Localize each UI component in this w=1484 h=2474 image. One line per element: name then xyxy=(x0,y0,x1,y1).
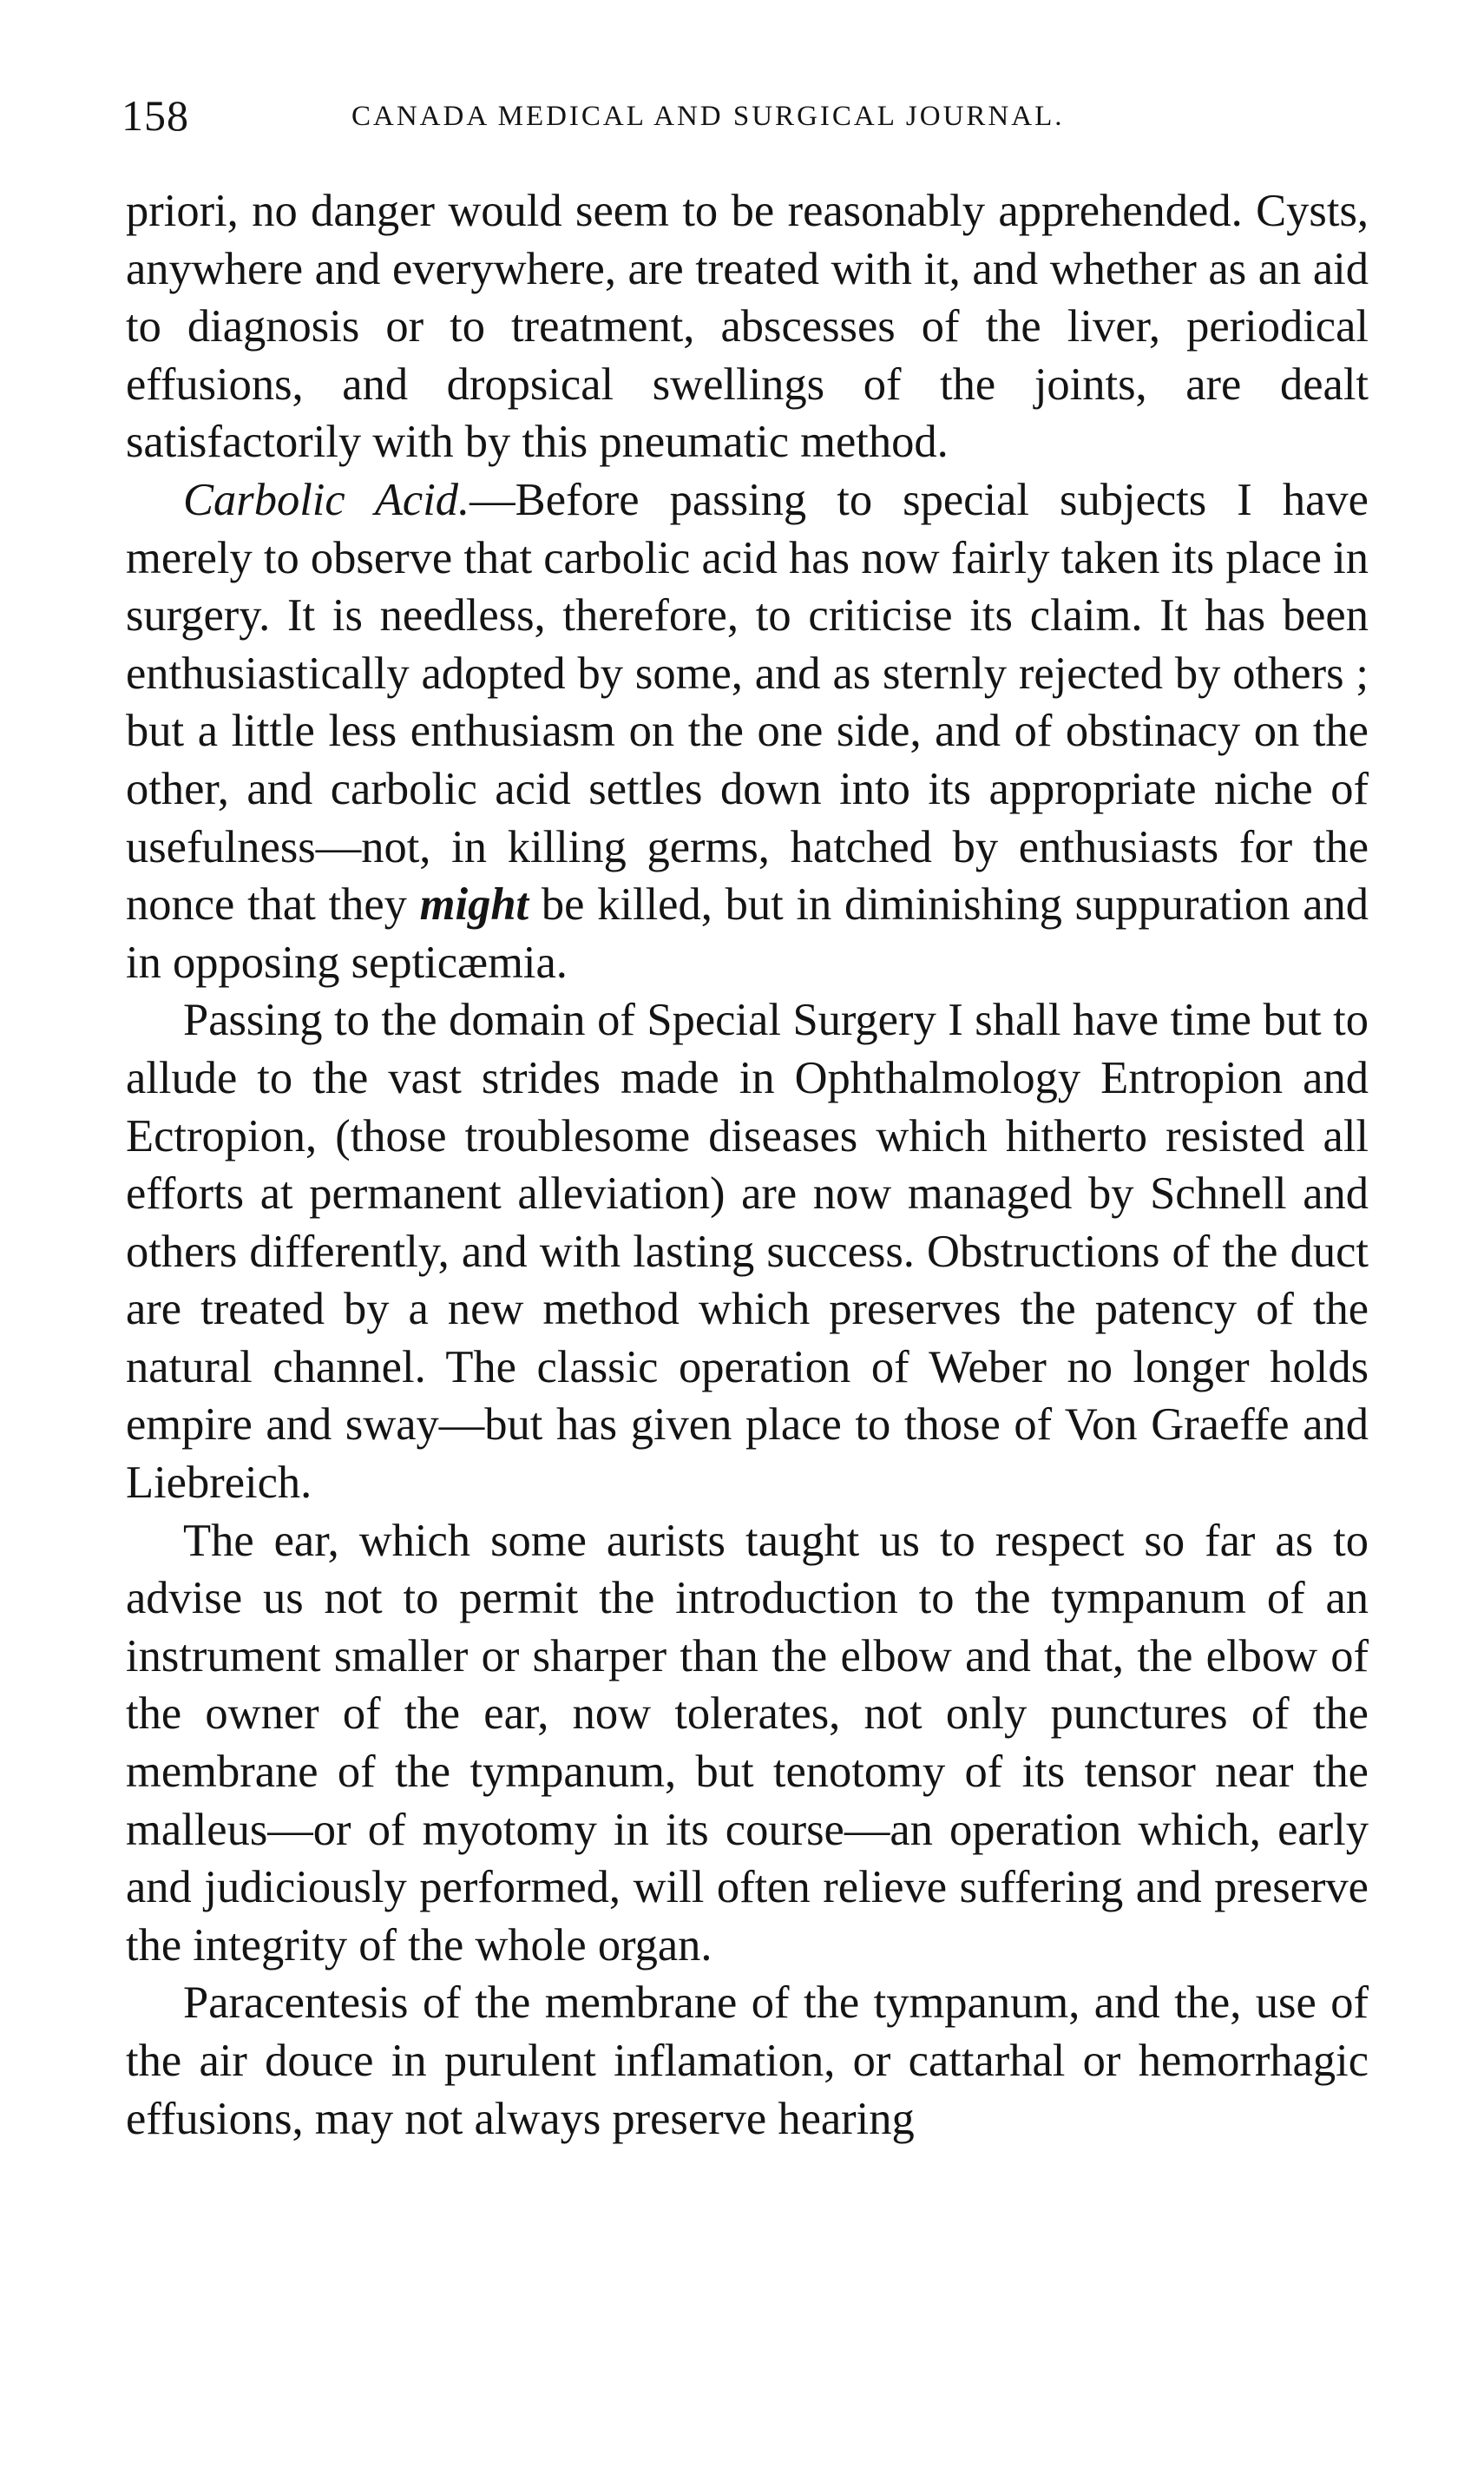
paragraph-ear xyxy=(126,1512,1369,1975)
paragraph-carbolic-acid xyxy=(126,471,1369,991)
emphasis-might: might xyxy=(419,879,529,931)
article-body xyxy=(126,182,1369,2148)
paragraph-continued xyxy=(126,182,1369,471)
paragraph-text: The ear, which some aurists taught us to respect so far as to advise us not to permit the introduction to the tympanum of an instrument smaller or sharper than the elbow and that, the elbow of the owner of the ear, now tolerates, not only punctures of the membrane of the tympanum, but tenotomy of its tensor near the malleus—or of myotomy in its course—an operation which, early and judiciously performed, will often relieve suffering and preserve the integrity of the whole organ. xyxy=(126,1515,1369,1971)
journal-title: CANADA MEDICAL AND SURGICAL JOURNAL. xyxy=(351,101,1065,132)
paragraph-text: —Before passing to special subjects I have merely to observe that carbolic acid has now fairly taken its place in surgery. It is needless, therefore, to criticise its claim. It has been enthusiastically adopted by some, and as sternly rejected by others ; but a little less enthusiasm on the one side, and of obstinacy on the other, and carbolic acid settles down into its appropriate niche of usefulness—not, in killing germs, hatched by enthusiasts for the nonce that they xyxy=(126,474,1369,931)
paragraph-text: be killed, but in diminishing suppuration and in opposing septicæmia. xyxy=(126,879,1369,988)
paragraph-special-surgery xyxy=(126,991,1369,1511)
paragraph-text: priori, no danger would seem to be reasonably apprehended. Cysts, anywhere and everywhere, are treated with it, and whether as an aid to diagnosis or to treatment, abscesses of the liver, periodical effusions, and dropsical swellings of the joints, are dealt satisfactorily with by this pneumatic method. xyxy=(126,186,1369,468)
paragraph-paracentesis xyxy=(126,1974,1369,2148)
page-number: 158 xyxy=(121,91,189,140)
running-head xyxy=(121,90,1371,151)
paragraph-text: Paracentesis of the membrane of the tympanum, and the, use of the air douce in purulent inflamation, or cattarhal or hemorrhagic effusions, may not always preserve hearing xyxy=(126,1977,1369,2144)
paragraph-text: Passing to the domain of Special Surgery I shall have time but to allude to the vast strides made in Ophthalmology Entropion and Ectropion, (those troublesome diseases which hitherto resisted all efforts at permanent alleviation) are now managed by Schnell and others differently, and with lasting success. Obstructions of the duct are treated by a new method which preserves the patency of the natural channel. The classic operation of Weber no longer holds empire and sway—but has given place to those of Von Graeffe and Liebreich. xyxy=(126,995,1369,1509)
section-heading-carbolic-acid: Carbolic Acid. xyxy=(183,474,470,525)
